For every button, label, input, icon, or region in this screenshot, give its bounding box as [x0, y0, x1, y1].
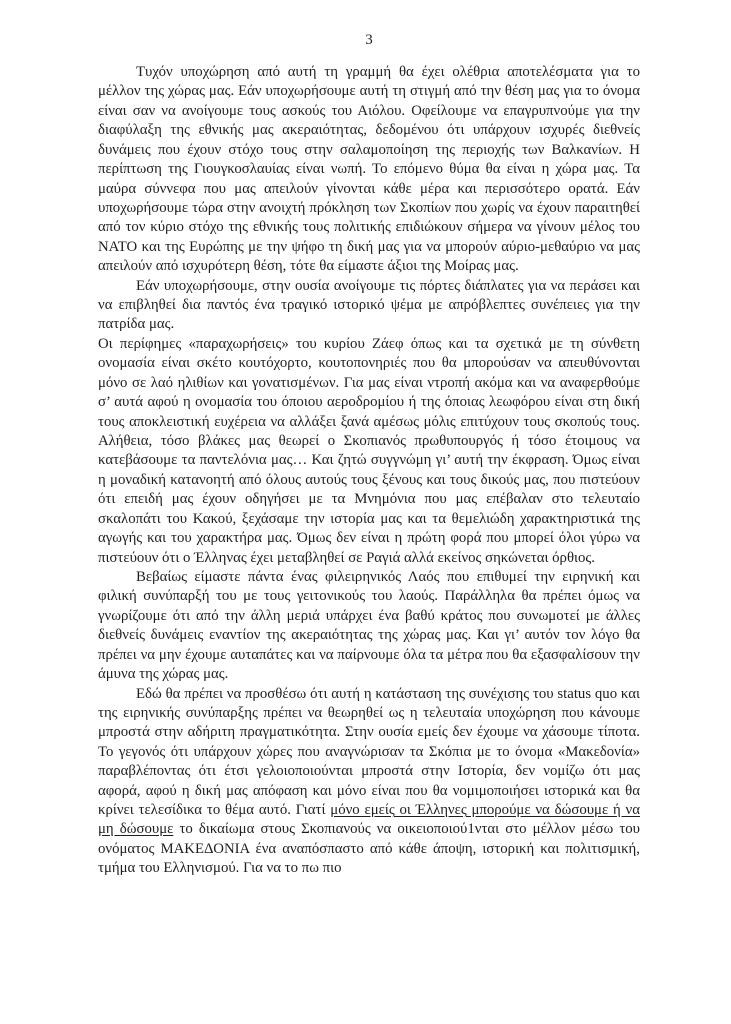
page-number: 3: [365, 32, 373, 48]
document-body: [98, 63, 640, 879]
paragraph-2: [98, 277, 640, 335]
paragraph-5-underlined-phrase: μόνο εμείς οι Έλληνες μπορούμε να δώσουμε ή να μη δώσουμε: [98, 802, 640, 838]
paragraph-4-text: Βεβαίως είμαστε πάντα ένας φιλειρηνικός Λαός που επιθυμεί την ειρηνική και φιλική συνύπαρξή του με τους γειτονικούς του λαούς. Παράλληλα θα πρέπει όμως να γνωρίζουμε ότι από την άλλη μεριά υπάρχει ένα βαθύ κράτος που συνωμοτεί με άλλες διεθνείς δυνάμεις εναντίον της ακεραιότητας της χώρας μας. Και γι’ αυτόν τον λόγο θα πρέπει να μην έχουμε αυταπάτες και να παίρνουμε όλα τα μέτρα που θα εξασφαλίσουν την άμυνα της χώρας μας.: [98, 568, 640, 683]
paragraph-5-text-lead: Εδώ θα πρέπει να προσθέσω ότι αυτή η κατάσταση της συνέχισης του status quo και της ειρηνικής συνύπαρξης πρέπει να θεωρηθεί ως η τελευταία υποχώρηση που κάνουμε μπροστά στην αδήριτη πραγματικότητα. Στην ουσία εμείς δεν έχουμε να χάσουμε τίποτα. Το γεγονός ότι υπάρχουν χώρες που αναγνώρισαν τα Σκόπια με το όνομα «Μακεδονία» παραβλέποντας ότι έτσι γελοιοποιούνται μπροστά στην Ιστορία, δεν νομίζω ότι μας αφορά, αφού η δική μας απόφαση και μόνο είναι που θα νομιμοποιήσει ιστορικά και θα κρίνει τελεσίδικα το θέμα αυτό. Γιατί: [98, 685, 640, 819]
paragraph-5: [98, 685, 640, 879]
paragraph-1-text: Τυχόν υποχώρηση από αυτή τη γραμμή θα έχει ολέθρια αποτελέσματα για το μέλλον της χώρας μας. Εάν υποχωρήσουμε αυτή τη στιγμή από την θέση μας για το όνομα είναι σαν να ανοίγουμε τους ασκούς του Αιόλου. Οφείλουμε να επαγρυπνούμε για την διαφύλαξη της εθνικής μας ακεραιότητας, δεδομένου ότι υπάρχουν ισχυρές διεθνείς δυνάμεις που έχουν στόχο τους στην σαλαμοποίηση της περιοχής των Βαλκανίων. Η περίπτωση της Γιουγκοσλαυίας είναι νωπή. Το επόμενο θύμα θα είναι η χώρα μας. Τα μαύρα σύννεφα που μας απειλούν γίνονται κάθε μέρα και περισσότερο ορατά. Εάν υποχωρήσουμε τώρα στην ανοιχτή πρόκληση των Σκοπίων που χωρίς να έχουν παραιτηθεί από τον κύριο στόχο της εθνικής τους πολιτικής επιδιώκουν σήμερα να γίνουν μέλος του ΝΑΤΟ και της Ευρώπης με την ψήφο τη δική μας για να μπορούν αύριο-μεθαύριο να μας απειλούν από ισχυρότερη θέση, τότε θα είμαστε άξιοι της Μοίρας μας.: [98, 64, 640, 275]
paragraph-3-text: Οι περίφημες «παραχωρήσεις» του κυρίου Ζάεφ όπως και τα σχετικά με τη σύνθετη ονομασία είναι σκέτο κουτόχορτο, κουτοπονηριές που θα μπορούσαν να απευθύνονται μόνο σε λαό ηλιθίων και γονατισμένων. Για μας είναι ντροπή ακόμα και να αναφερθούμε σ’ αυτά αφού η ονομασία του όποιου αεροδρομίου ή της όποιας λεωφόρου είναι στη δική τους αποκλειστική ευχέρεια να αλλάξει ξανά αμέσως μόλις επιτύχουν τους σκοπούς τους. Αλήθεια, τόσο βλάκες μας θεωρεί ο Σκοπιανός πρωθυπουργός ή τόσο έτοιμους να κατεβάσουμε τα παντελόνια μας… Και ζητώ συγγνώμη γι’ αυτή την έκφραση. Όμως είναι η μοναδική κατανοητή από όλους αυτούς τους ξένους και τους δικούς μας, που πιστεύουν ότι επειδή μας έχουν οδηγήσει με τα Μνημόνια που μας επέβαλαν στο τελευταίο σκαλοπάτι του Κακού, ξεχάσαμε την ιστορία μας και τα θεμελιώδη χαρακτηριστικά της αγωγής και του χαρακτήρα μας. Όμως δεν είναι η πρώτη φορά που μπορεί όλοι γύρω να πιστεύουν ότι ο Έλληνας έχει μεταβληθεί σε Ραγιά αλλά εκείνος σηκώνεται όρθιος.: [98, 335, 640, 566]
paragraph-4: [98, 568, 640, 685]
paragraph-5-text-tail: το δικαίωμα στους Σκοπιανούς να οικειοποιού1νται στο μέλλον μέσω του ονόματος ΜΑΚΕΔΟΝΙΑ ένα αναπόσπαστο από κάθε άποψη, ιστορική και πολιτισμική, τμήμα του Ελληνισμού. Για να το πω πιο: [98, 821, 640, 877]
paragraph-2-text: Εάν υποχωρήσουμε, στην ουσία ανοίγουμε τις πόρτες διάπλατες για να περάσει και να επιβληθεί δια παντός ένα τραγικό ιστορικό ψέμα με απρόβλεπτες συνέπειες για την πατρίδα μας.: [98, 277, 640, 333]
paragraph-1: [98, 63, 640, 277]
paragraph-3: [98, 335, 640, 568]
